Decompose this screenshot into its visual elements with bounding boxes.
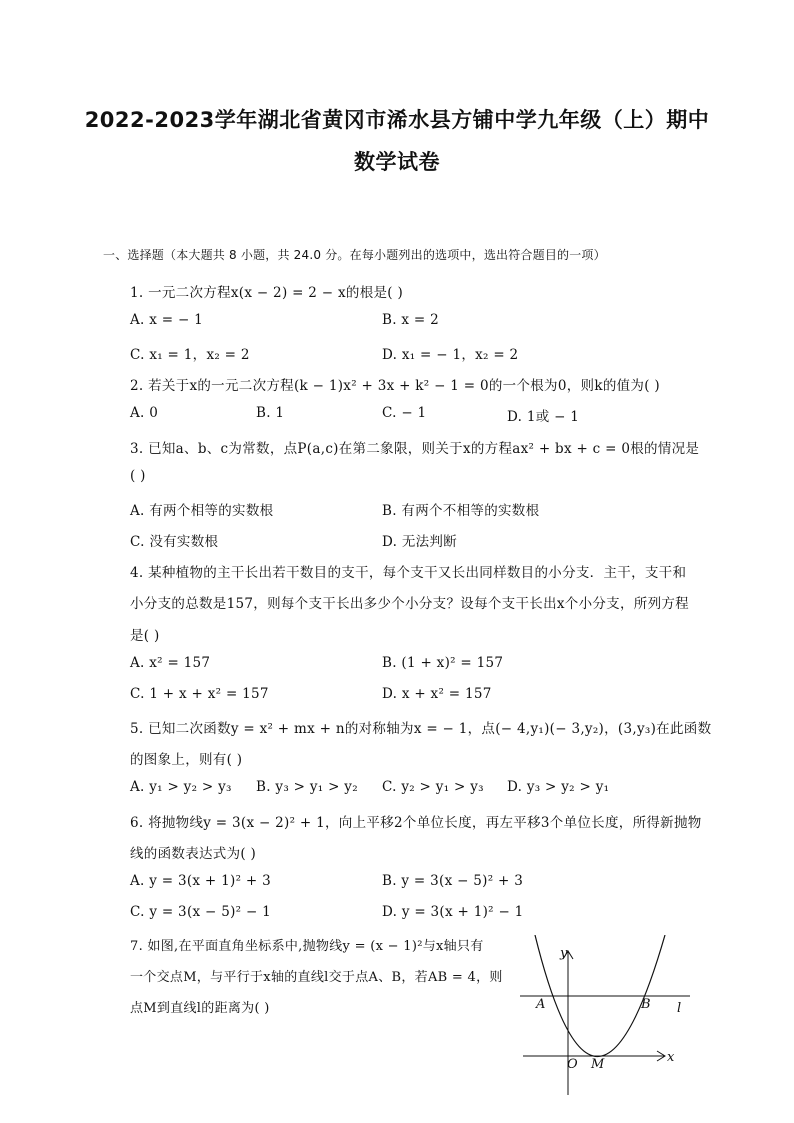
label-x: x xyxy=(667,1050,675,1065)
label-l: l xyxy=(677,1001,682,1016)
label-o: O xyxy=(567,1057,578,1072)
question-5-option-c: C. y₂ > y₁ > y₃ xyxy=(382,779,484,795)
parabola-graph xyxy=(515,935,695,1100)
section-heading: 一、选择题（本大题共 8 小题，共 24.0 分。在每小题列出的选项中，选出符合题目的一项） xyxy=(103,248,606,262)
question-1-option-b: B. x = 2 xyxy=(382,312,439,328)
question-4-option-d: D. x + x² = 157 xyxy=(382,686,492,702)
question-3-option-b: B. 有两个不相等的实数根 xyxy=(382,503,540,519)
question-6-option-c: C. y = 3(x − 5)² − 1 xyxy=(130,904,272,920)
question-5-option-b: B. y₃ > y₁ > y₂ xyxy=(256,779,358,795)
exam-title-line1: 2022-2023学年湖北省黄冈市浠水县方铺中学九年级（上）期中 xyxy=(84,108,710,132)
question-7-stem: 7. 如图,在平面直角坐标系中,抛物线y = (x − 1)²与x轴只有 xyxy=(130,939,484,954)
label-b: B xyxy=(641,997,651,1012)
label-a: A xyxy=(536,997,546,1012)
question-4-stem-cont2: 是( ) xyxy=(130,628,160,644)
question-2-stem: 2. 若关于x的一元二次方程(k − 1)x² + 3x + k² − 1 = 0的一个根为0，则k的值为( ) xyxy=(130,378,660,394)
question-3-stem-cont: ( ) xyxy=(130,468,146,484)
question-7-stem-cont1: 一个交点M，与平行于x轴的直线l交于点A、B，若AB = 4，则 xyxy=(130,970,503,985)
question-4-option-b: B. (1 + x)² = 157 xyxy=(382,655,504,671)
question-4-stem: 4. 某种植物的主干长出若干数目的支干，每个支干又长出同样数目的小分支．主干，支干和 xyxy=(130,565,687,581)
label-m: M xyxy=(591,1057,605,1072)
question-5-stem-cont: 的图象上，则有( ) xyxy=(130,752,243,768)
exam-title-line2: 数学试卷 xyxy=(354,150,440,174)
question-1-option-c: C. x₁ = 1，x₂ = 2 xyxy=(130,347,250,363)
question-5-option-d: D. y₃ > y₂ > y₁ xyxy=(507,779,610,795)
question-6-stem: 6. 将抛物线y = 3(x − 2)² + 1，向上平移2个单位长度，再左平移3个单位长度，所得新抛物 xyxy=(130,815,702,831)
question-5-stem: 5. 已知二次函数y = x² + mx + n的对称轴为x = − 1，点(− 4,y₁)(− 3,y₂)，(3,y₃)在此函数 xyxy=(130,721,712,737)
question-7-figure xyxy=(515,935,695,1104)
question-1-stem: 1. 一元二次方程x(x − 2) = 2 − x的根是( ) xyxy=(130,285,404,301)
question-3-option-c: C. 没有实数根 xyxy=(130,534,219,550)
question-3-option-d: D. 无法判断 xyxy=(382,534,458,550)
question-2-option-b: B. 1 xyxy=(256,405,285,421)
question-4-option-a: A. x² = 157 xyxy=(130,655,211,671)
question-4-option-c: C. 1 + x + x² = 157 xyxy=(130,686,269,702)
question-2-option-c: C. − 1 xyxy=(382,405,427,421)
label-y: y xyxy=(560,946,568,961)
question-3-option-a: A. 有两个相等的实数根 xyxy=(130,503,274,519)
question-7-stem-cont2: 点M到直线l的距离为( ) xyxy=(130,1001,270,1016)
question-2-option-d: D. 1或 − 1 xyxy=(507,409,580,425)
question-1-option-a: A. x = − 1 xyxy=(130,312,204,328)
question-2-option-a: A. 0 xyxy=(130,405,159,421)
question-5-option-a: A. y₁ > y₂ > y₃ xyxy=(130,779,232,795)
question-4-stem-cont1: 小分支的总数是157，则每个支干长出多少个小分支？设每个支干长出x个小分支，所列方程 xyxy=(130,596,689,612)
question-6-option-b: B. y = 3(x − 5)² + 3 xyxy=(382,873,524,889)
question-1-option-d: D. x₁ = − 1，x₂ = 2 xyxy=(382,347,519,363)
question-6-option-d: D. y = 3(x + 1)² − 1 xyxy=(382,904,524,920)
question-3-stem: 3. 已知a、b、c为常数，点P(a,c)在第二象限，则关于x的方程ax² + bx + c = 0根的情况是 xyxy=(130,441,700,457)
question-6-option-a: A. y = 3(x + 1)² + 3 xyxy=(130,873,271,889)
question-6-stem-cont: 线的函数表达式为( ) xyxy=(130,846,257,862)
